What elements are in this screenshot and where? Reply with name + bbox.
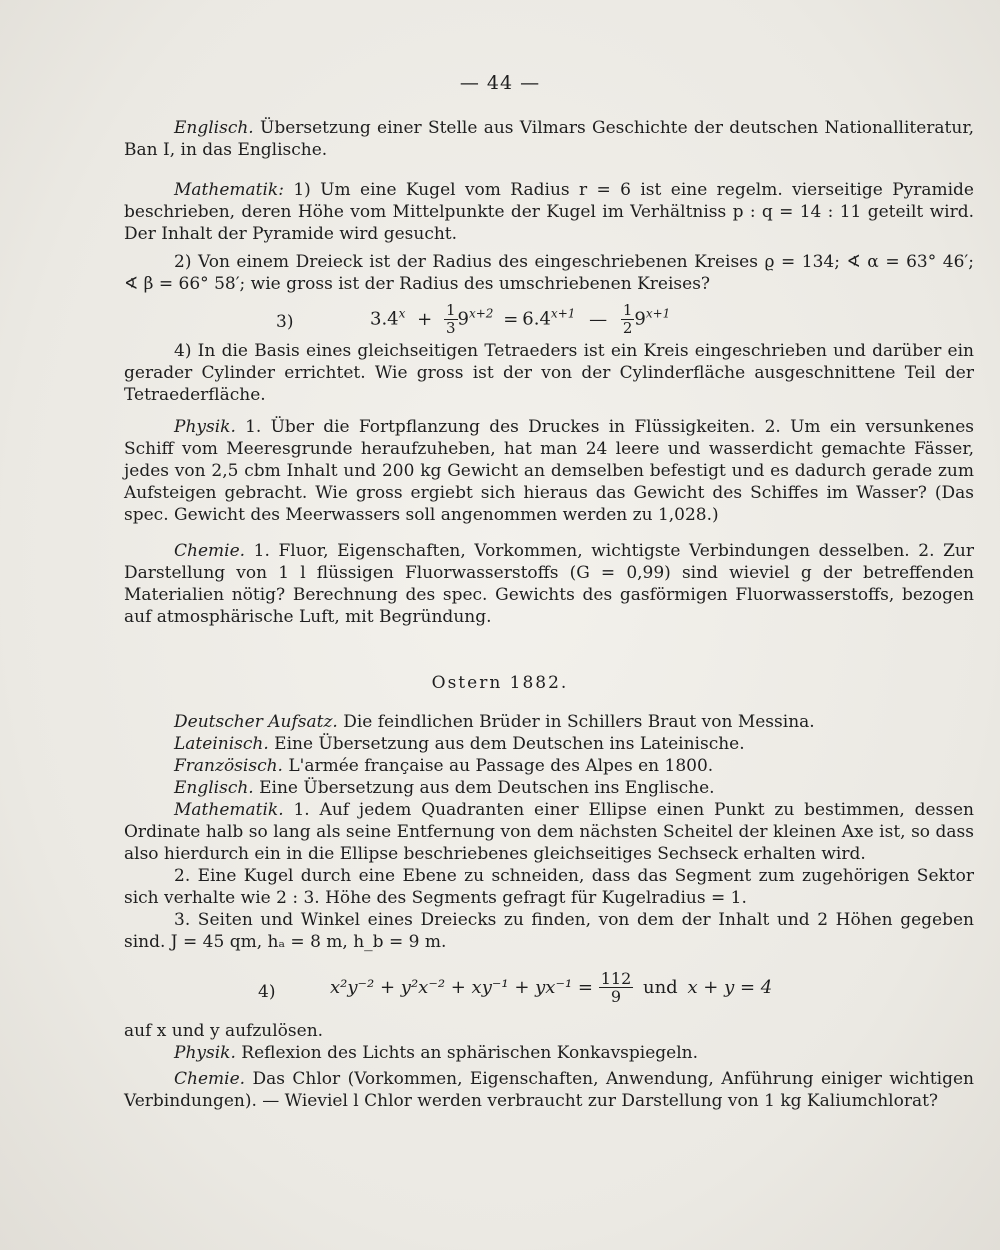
eq4-und: und (642, 977, 678, 998)
equation-4 (124, 968, 974, 1016)
equation-3-body (370, 302, 670, 337)
text-mathematik-task2: 2) Von einem Dreieck ist der Radius des eingeschriebenen Kreises ϱ = 134; ∢ α = 63° 46′; ∢ β = 66° 58′; wie gross ist der Radius des umschriebenen Kreises? (124, 252, 974, 294)
text-chemie-2: Das Chlor (Vorkommen, Eigenschaften, Anwendung, Anführung einiger wichtigen Verbindungen). — Wieviel l Chlor werden verbraucht zur Darstellung von 1 kg Kaliumchlorat? (124, 1069, 974, 1111)
label-physik: Physik. (174, 417, 236, 437)
text-mathematik-task1: 1) Um eine Kugel vom Radius r = 6 ist eine regelm. vierseitige Pyramide beschrieben, deren Höhe vom Mittelpunkte der Kugel im Verhältniss p : q = 14 : 11 geteilt wird. Der Inhalt der Pyramide wird gesucht. (124, 180, 974, 244)
eq3-exp-b: x+2 (468, 306, 494, 321)
equation-3-number: 3) (276, 312, 294, 332)
eq3-term-d: 9 (634, 308, 646, 330)
label-lateinisch: Lateinisch. (174, 734, 269, 754)
text-mathematik-2-task3: 3. Seiten und Winkel eines Dreiecks zu finden, von dem der Inhalt und 2 Höhen gegeben sind. J = 45 qm, hₐ = 8 m, h_b = 9 m. (124, 910, 974, 952)
eq3-equals: = (503, 308, 519, 330)
text-mathematik-2-task1: 1. Auf jedem Quadranten einer Ellipse einen Punkt zu bestimmen, dessen Ordinate halb so lang als seine Entfernung von dem nächsten Scheitel der kleinen Axe ist, so dass also hierdurch ein in die Ellipse beschriebenes gleichseitiges Sechseck erhalten wird. (124, 800, 974, 864)
label-chemie: Chemie. (174, 541, 246, 561)
section-ostern-tail (124, 1020, 974, 1112)
text-lateinisch: Eine Übersetzung aus dem Deutschen ins Lateinische. (268, 734, 745, 754)
eq4-left: x²y⁻² + y²x⁻² + xy⁻¹ + yx⁻¹ = (330, 977, 593, 998)
eq3-exp-c: x+1 (550, 306, 576, 321)
text-franzoesisch: L'armée française au Passage des Alpes en 1800. (282, 756, 714, 776)
eq4-right: x + y = 4 (687, 977, 773, 998)
eq3-plus: + (417, 308, 433, 330)
label-franzoesisch: Französisch. (174, 756, 283, 776)
text-deutscher-aufsatz: Die feindlichen Brüder in Schillers Braut von Messina. (337, 712, 815, 732)
text-englisch-2: Eine Übersetzung aus dem Deutschen ins Englische. (253, 778, 715, 798)
equation-4-body (330, 970, 772, 1005)
section-chemie-1 (124, 540, 974, 628)
eq4-fraction: $\frac{112}{9}$ (600, 969, 632, 1006)
eq3-fraction-1: $\frac{1}{3}$ (445, 301, 456, 337)
eq3-exp-d: x+1 (645, 306, 671, 321)
section-mathematik-1-task4 (124, 340, 974, 406)
heading-ostern-1882: Ostern 1882. (431, 673, 569, 693)
text-mathematik-task4: 4) In die Basis eines gleichseitigen Tetraeders ist ein Kreis eingeschrieben und darüber ein gerader Cylinder errichtet. Wie gross ist der von der Cylinderfläche ausgeschnittene Teil der Tetraederfläche. (124, 341, 974, 405)
text-chemie: 1. Fluor, Eigenschaften, Vorkommen, wichtigste Verbindungen desselben. 2. Zur Darstellung von 1 l flüssigen Fluorwasserstoffs (G = 0,99) sind wieviel g der betreffenden Materialien nötig? Berechnung des spec. Gewichts des gasförmigen Fluorwasserstoffs, bezogen auf atmosphärische Luft, mit Begründung. (124, 541, 974, 627)
equation-4-number: 4) (258, 982, 276, 1002)
section-englisch-1 (124, 117, 974, 161)
equation-3 (124, 296, 974, 340)
label-mathematik-2: Mathematik. (174, 800, 284, 820)
label-physik-2: Physik. (174, 1043, 236, 1063)
eq3-term-a: 3.4 (370, 308, 399, 330)
text-physik: 1. Über die Fortpflanzung des Druckes in Flüssigkeiten. 2. Um ein versunkenes Schiff vom Meeresgrunde heraufzuheben, hat man 24 leere und wasserdicht gemachte Fässer, jedes von 2,5 cbm Inhalt und 200 kg Gewicht an demselben befestigt und es dadurch gerade zum Aufsteigen gebracht. Wie gross ergiebt sich hieraus das Gewicht des Schiffes im Wasser? (Das spec. Gewicht des Meerwassers soll angenommen werden zu 1,028.) (124, 417, 974, 525)
eq3-term-b: 9 (457, 308, 469, 330)
text-mathematik-2-task2: 2. Eine Kugel durch eine Ebene zu schneiden, dass das Segment zum zugehörigen Sektor sich verhalte wie 2 : 3. Höhe des Segments gefragt für Kugelradius = 1. (124, 866, 974, 908)
label-deutscher-aufsatz: Deutscher Aufsatz. (174, 712, 338, 732)
section-mathematik-1 (124, 179, 974, 295)
eq3-term-c: 6.4 (522, 308, 551, 330)
label-englisch-2: Englisch. (174, 778, 254, 798)
text-physik-2: Reflexion des Lichts an sphärischen Konkavspiegeln. (235, 1043, 699, 1063)
section-physik-1 (124, 416, 974, 526)
label-englisch: Englisch. (174, 118, 254, 138)
label-chemie-2: Chemie. (174, 1069, 246, 1089)
eq3-fraction-2: $\frac{1}{2}$ (622, 301, 633, 337)
page-number: — 44 — (459, 72, 541, 94)
text-mathematik-2-after: auf x und y aufzulösen. (124, 1021, 324, 1041)
section-ostern-subjects (124, 711, 974, 953)
text-englisch: Übersetzung einer Stelle aus Vilmars Geschichte der deutschen Nationalliteratur, Ban I, in das Englische. (124, 118, 974, 160)
label-mathematik: Mathematik: (174, 180, 284, 200)
eq3-minus: — (589, 308, 608, 330)
eq3-exp-a: x (398, 306, 406, 321)
